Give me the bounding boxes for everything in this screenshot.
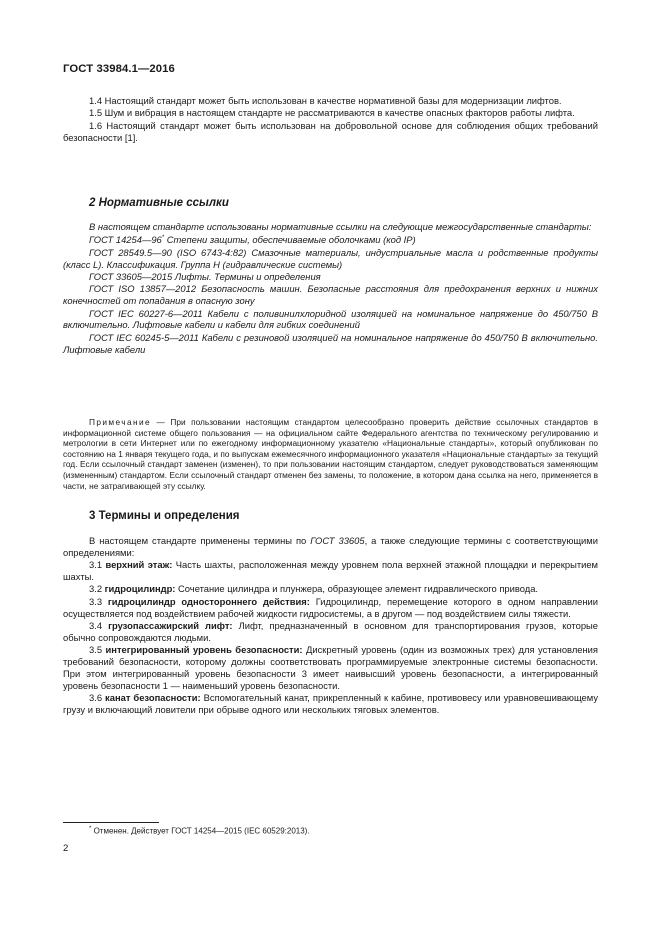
reference-code: ГОСТ 28549.5—90 (ISO 6743-4:82): [89, 246, 247, 258]
reference-code: ГОСТ IEC 60245-5—2011: [89, 331, 199, 343]
intro-block: [63, 95, 598, 143]
term-definition: 3.5 интегрированный уровень безопасности: Дискретный уровень (один из возможных трех) для установления требований безопасности, которому должны соответствовать программируемые электронные системы безопасности. При этом интегрированный уровень безопасности 3 имеет наивысший уровень безопасности, а интегрированный уровень безопасности 1 — наименьший уровень безопасности.: [63, 644, 598, 691]
section-2-title: 2 Нормативные ссылки: [89, 197, 229, 209]
reference-title: Степени защиты, обеспечиваемые оболочками (код IP): [164, 234, 416, 246]
section-3-lead: В настоящем стандарте применены термины по ГОСТ 33605, а также следующие термины с соответствующими определениями:: [63, 535, 598, 558]
reference-title: Смазочные материалы, индустриальные масла и родственные продукты (класс L). Классификация. Группа H (гидравлические системы): [63, 246, 598, 270]
footnote: [89, 826, 310, 836]
footnote-text: Отменен. Действует ГОСТ 14254—2015 (IEC 60529:2013).: [91, 826, 310, 836]
section-2-refs: [63, 221, 598, 355]
reference-item: [63, 233, 598, 246]
reference-title: Кабели с резиновой изоляцией на номинальное напряжение до 450/750 В включительно. Лифтовые кабели: [63, 331, 599, 355]
paragraph-1-5: 1.5 Шум и вибрация в настоящем стандарте не рассматриваются в качестве опасных факторов работы лифта.: [89, 107, 575, 119]
term-definition: 3.1 верхний этаж: Часть шахты, расположенная между уровнем пола верхней этажной площадки и перекрытием шахты.: [63, 559, 599, 582]
term: канат безопасности:: [105, 691, 201, 703]
term: гидроцилиндр одностороннего действия:: [107, 595, 310, 607]
reference-item: [63, 247, 598, 271]
term: верхний этаж:: [105, 559, 173, 571]
section-2-note: [63, 417, 598, 491]
reference-item: [63, 332, 598, 356]
term-definition: 3.3 гидроцилиндр одностороннего действия: Гидроцилиндр, перемещение которого в одном направлении осуществляется под воздействием рабочей жидкости гидросистемы, а в другом — под воздействием силы тяжести.: [63, 595, 599, 619]
reference-item: [63, 283, 598, 307]
footnote-mark: *: [89, 826, 92, 832]
reference-code: ГОСТ 33605—2015: [89, 271, 173, 283]
section-3-terms: [63, 535, 598, 716]
term: грузопассажирский лифт:: [108, 619, 233, 631]
reference-title: Безопасность машин. Безопасные расстояния для предохранения верхних и нижних конечностей от попадания в опасную зону: [63, 283, 598, 307]
paragraph-1-6: 1.6 Настоящий стандарт может быть использован на добровольной основе для соблюдения общих требований безопасности [1].: [63, 119, 598, 143]
note-text: — При пользовании настоящим стандартом целесообразно проверить действие ссылочных стандартов в информационной системе общего пользования — на официальном сайте Федерального агентства по техническому регулированию и метрологии в сети Интернет или по ежегодному информационному указателю «Национальные стандарты», который опубликован по состоянию на 1 января текущего года, и по выпускам ежемесячного информационного указателя «Национальные стандарты» за текущий год. Если ссылочный стандарт заменен (изменен), то при пользовании настоящим стандартом, следует руководствоваться заменяющим (измененным) стандартом. Если ссылочный стандарт отменен без замены, то положение, в котором дана ссылка на него, применяется в части, не затрагивающей эту ссылку.: [63, 417, 598, 491]
reference-item: [63, 308, 598, 332]
section-3-title: 3 Термины и определения: [89, 510, 240, 522]
footnote-mark: *: [161, 235, 165, 242]
term-definition: 3.6 канат безопасности: Вспомогательный канат, прикрепленный к кабине, противовесу или уравновешивающему грузу и включающий ловители при обрыве одного или нескольких тяговых элементов.: [63, 691, 599, 715]
term: интегрированный уровень безопасности:: [105, 644, 303, 656]
reference-code: ГОСТ IEC 60227-6—2011: [89, 307, 203, 319]
page-number: 2: [63, 843, 69, 854]
reference-title: Лифты. Термины и определения: [172, 271, 321, 283]
reference-code: ГОСТ ISO 13857—2012: [89, 283, 197, 295]
paragraph-1-4: 1.4 Настоящий стандарт может быть использован в качестве нормативной базы для модернизации лифтов.: [89, 95, 562, 106]
note-label: Примечание: [89, 417, 152, 427]
section-2-lead: В настоящем стандарте использованы нормативные ссылки на следующие межгосударственные стандарты:: [89, 221, 592, 232]
reference-item: [63, 271, 598, 283]
document-header: ГОСТ 33984.1—2016: [63, 63, 175, 75]
term-definition: 3.4 грузопассажирский лифт: Лифт, предназначенный в основном для транспортирования грузов, которые обычно сопровождаются людьми.: [63, 619, 599, 643]
footnote-divider: [63, 822, 159, 823]
term-definition: 3.2 гидроцилиндр: Сочетание цилиндра и плунжера, образующее элемент гидравлического привода.: [89, 583, 539, 595]
reference-code: ГОСТ 14254—96: [89, 234, 162, 246]
term: гидроцилиндр:: [104, 583, 176, 595]
standard-ref: ГОСТ 33605: [310, 535, 365, 546]
reference-title: Кабели с поливинилхлоридной изоляцией на номинальное напряжение до 450/750 В включительно. Лифтовые кабели и кабели для гибких соединений: [63, 307, 599, 331]
